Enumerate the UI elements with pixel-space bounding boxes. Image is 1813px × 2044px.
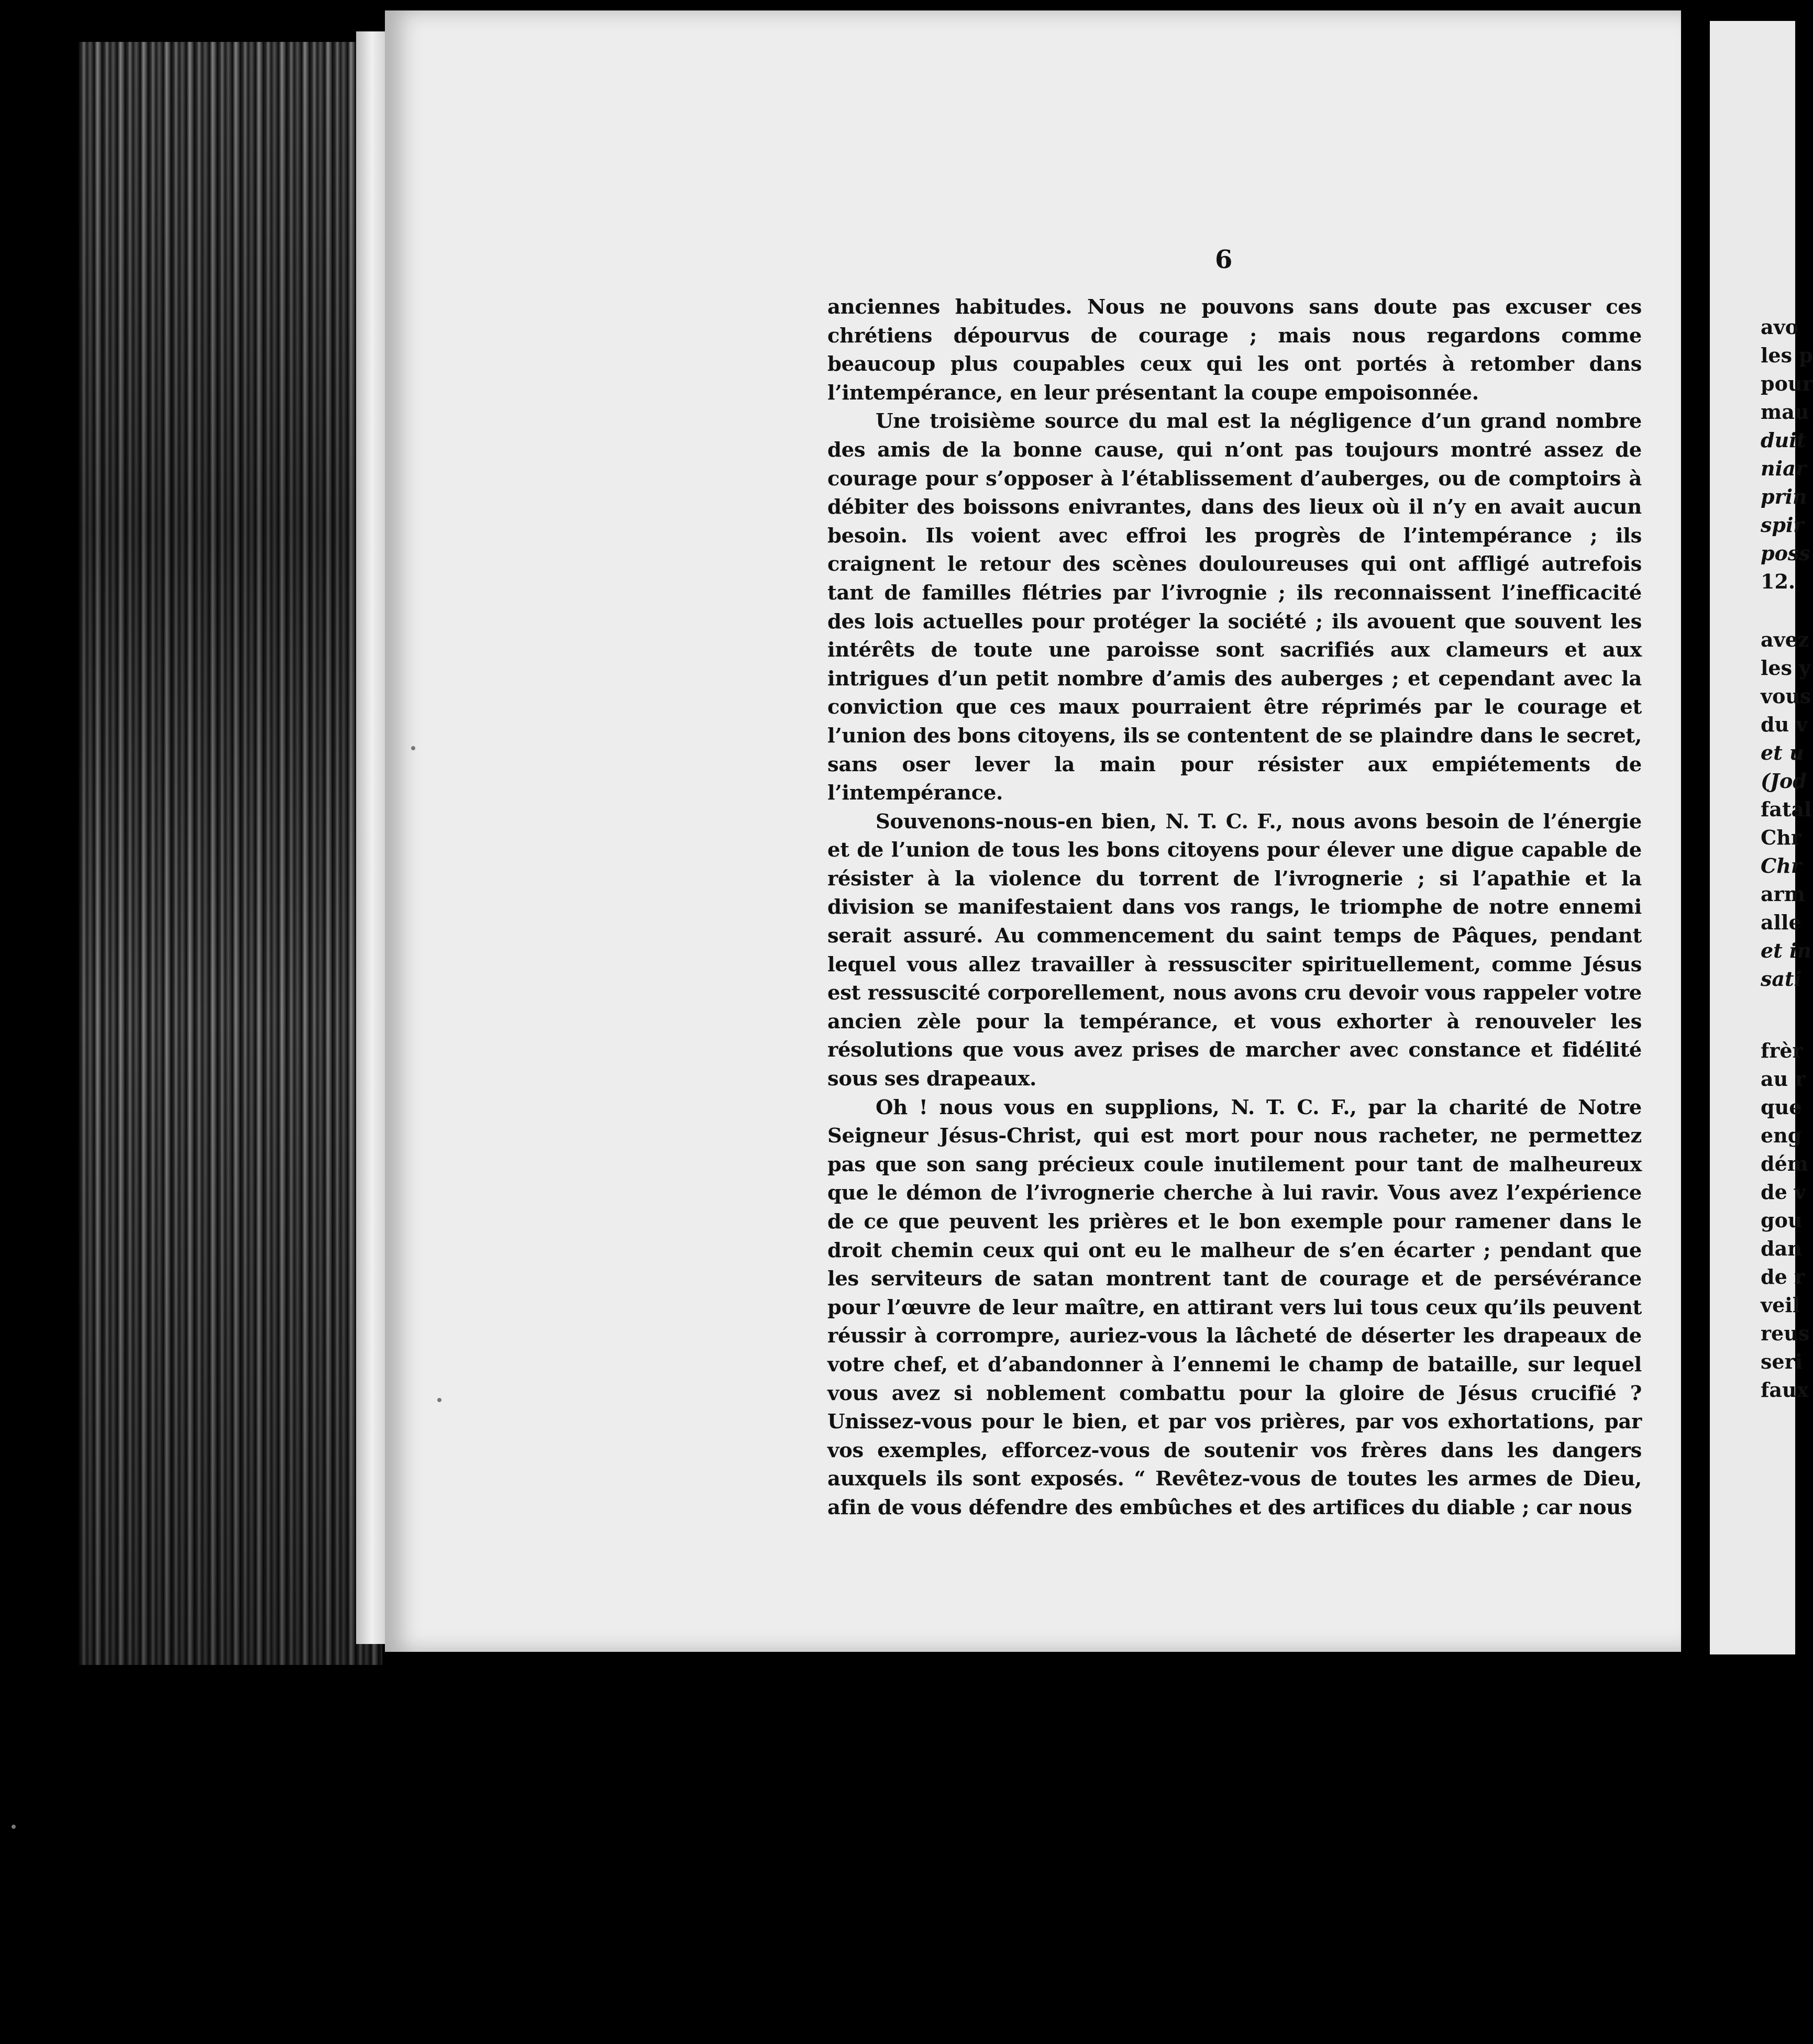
page-number: 6 (1215, 245, 1233, 274)
fragment-line: eng (1761, 1124, 1802, 1147)
fragment-line: avez (1761, 628, 1809, 651)
fragment-line: spir (1761, 513, 1804, 537)
fragment-line: Chr (1761, 826, 1801, 849)
fragment-line: fatal (1761, 797, 1812, 821)
adjacent-page-fragment-2 (1761, 626, 1812, 993)
fragment-line: poss (1761, 541, 1810, 565)
paragraph-2: Une troisième source du mal est la négligence d’un grand nombre des amis de la bonne cause, qui n’ont pas toujours montré assez de courage pour s’opposer à l’établissement d’auberges, ou de comptoirs à débiter des boissons enivrantes, dans des lieux où il n’y en avait aucun besoin. Ils voient avec effroi les progrès de l’intempérance ; ils craignent le retour des scènes douloureuses qui ont affligé autrefois tant de familles flétries par l’ivrognie ; ils reconnaissent l’inefficacité des lois actuelles pour protéger la société ; ils avouent que souvent les intérêts de toute une paroisse sont sacrifiés aux clameurs et aux intrigues d’un petit nombre d’amis des auberges ; et cependant avec la conviction que ces maux pourraient être réprimés par le courage et l’union des bons citoyens, ils se contentent de se plaindre dans le secret, sans oser lever la main pour résister aux empiétements de l’intempérance. (827, 409, 1642, 805)
fragment-line: de r (1761, 1265, 1805, 1288)
fragment-line: arm (1761, 882, 1805, 906)
fragment-line: dém (1761, 1152, 1808, 1175)
dust-speck (12, 1825, 16, 1829)
fragment-line: de v (1761, 1180, 1806, 1204)
fragment-line: dan (1761, 1237, 1802, 1260)
fragment-line: reus (1761, 1321, 1810, 1345)
fragment-line: gou (1761, 1208, 1803, 1232)
page-body-text (827, 293, 1642, 1523)
fragment-line: et u (1761, 741, 1804, 764)
fragment-line: veil (1761, 1293, 1800, 1317)
fragment-line: les y (1761, 656, 1811, 680)
page-edges-shadow (79, 42, 382, 1665)
fragment-line: les p (1761, 343, 1813, 367)
fragment-line: vous (1761, 684, 1811, 708)
fragment-line: mau (1761, 400, 1809, 424)
fragment-line: alle (1761, 910, 1801, 934)
book-gutter (1681, 0, 1710, 2044)
fragment-line: 12. (1761, 570, 1796, 593)
fragment-line: pour (1761, 372, 1813, 395)
adjacent-page-fragment-3 (1761, 1037, 1810, 1404)
fragment-line: duit (1761, 428, 1806, 452)
page-edge-strip (356, 31, 388, 1644)
paragraph-1: anciennes habitudes. Nous ne pouvons sans doute pas excuser ces chrétiens dépourvus de courage ; mais nous regardons comme beaucoup plus coupables ceux qui les ont portés à retomber dans l’intempérance, en leur présentant la coupe empoisonnée. (827, 295, 1642, 405)
fragment-line: au r (1761, 1067, 1806, 1091)
fragment-line: prin (1761, 485, 1807, 508)
fragment-line: sati (1761, 967, 1802, 991)
fragment-line: (Jod (1761, 769, 1807, 793)
fragment-line: faux (1761, 1378, 1809, 1402)
fragment-line: frèr (1761, 1039, 1803, 1062)
paragraph-4: Oh ! nous vous en supplions, N. T. C. F., par la charité de Notre Seigneur Jésus-Christ, qui est mort pour nous racheter, ne permettez pas que son sang précieux coule inutilement pour tant de malheureux que le démon de l’ivrognerie cherche à lui ravir. Vous avez l’expérience de ce que peuvent les prières et le bon exemple pour ramener dans le droit chemin ceux qui ont eu le malheur de s’en écarter ; pendant que les serviteurs de satan montrent tant de courage et de persévérance pour l’œuvre de leur maître, en attirant vers lui tous ceux qu’ils peuvent réussir à corrompre, auriez-vous la lâcheté de déserter les drapeaux de votre chef, et d’abandonner à l’ennemi le champ de bataille, sur lequel vous avez si noblement combattu pour la gloire de Jésus crucifié ? Unissez-vous pour le bien, et par vos prières, par vos exhortations, par vos exemples, efforcez-vous de soutenir vos frères dans les dangers auxquels ils sont exposés. “ Revêtez-vous de toutes les armes de Dieu, afin de vous défendre des embûches et des artifices du diable ; car nous (827, 1095, 1642, 1519)
fragment-line: du v (1761, 713, 1808, 736)
adjacent-page-fragment-1 (1761, 313, 1813, 596)
fragment-line: Chr (1761, 854, 1801, 877)
dust-speck (411, 746, 415, 750)
fragment-line: que (1761, 1095, 1802, 1119)
fragment-line: niar (1761, 457, 1806, 480)
paragraph-3: Souvenons-nous-en bien, N. T. C. F., nous avons besoin de l’énergie et de l’union de tous les bons citoyens pour élever une digue capable de résister à la violence du torrent de l’ivrognerie ; si l’apathie et la division se manifestaient dans vos rangs, le triomphe de notre ennemi serait assuré. Au commencement du saint temps de Pâques, pendant lequel vous allez travailler à ressusciter spirituellement, comme Jésus est ressuscité corporellement, nous avons cru devoir vous rappeler votre ancien zèle pour la tempérance, et vous exhorter à renouveler les résolutions que vous avez prises de marcher avec constance et fidélité sous ses drapeaux. (827, 809, 1642, 1091)
fragment-line: seri (1761, 1350, 1803, 1373)
dust-speck (437, 1398, 441, 1402)
fragment-line: avo (1761, 315, 1799, 339)
fragment-line: et in (1761, 939, 1812, 962)
